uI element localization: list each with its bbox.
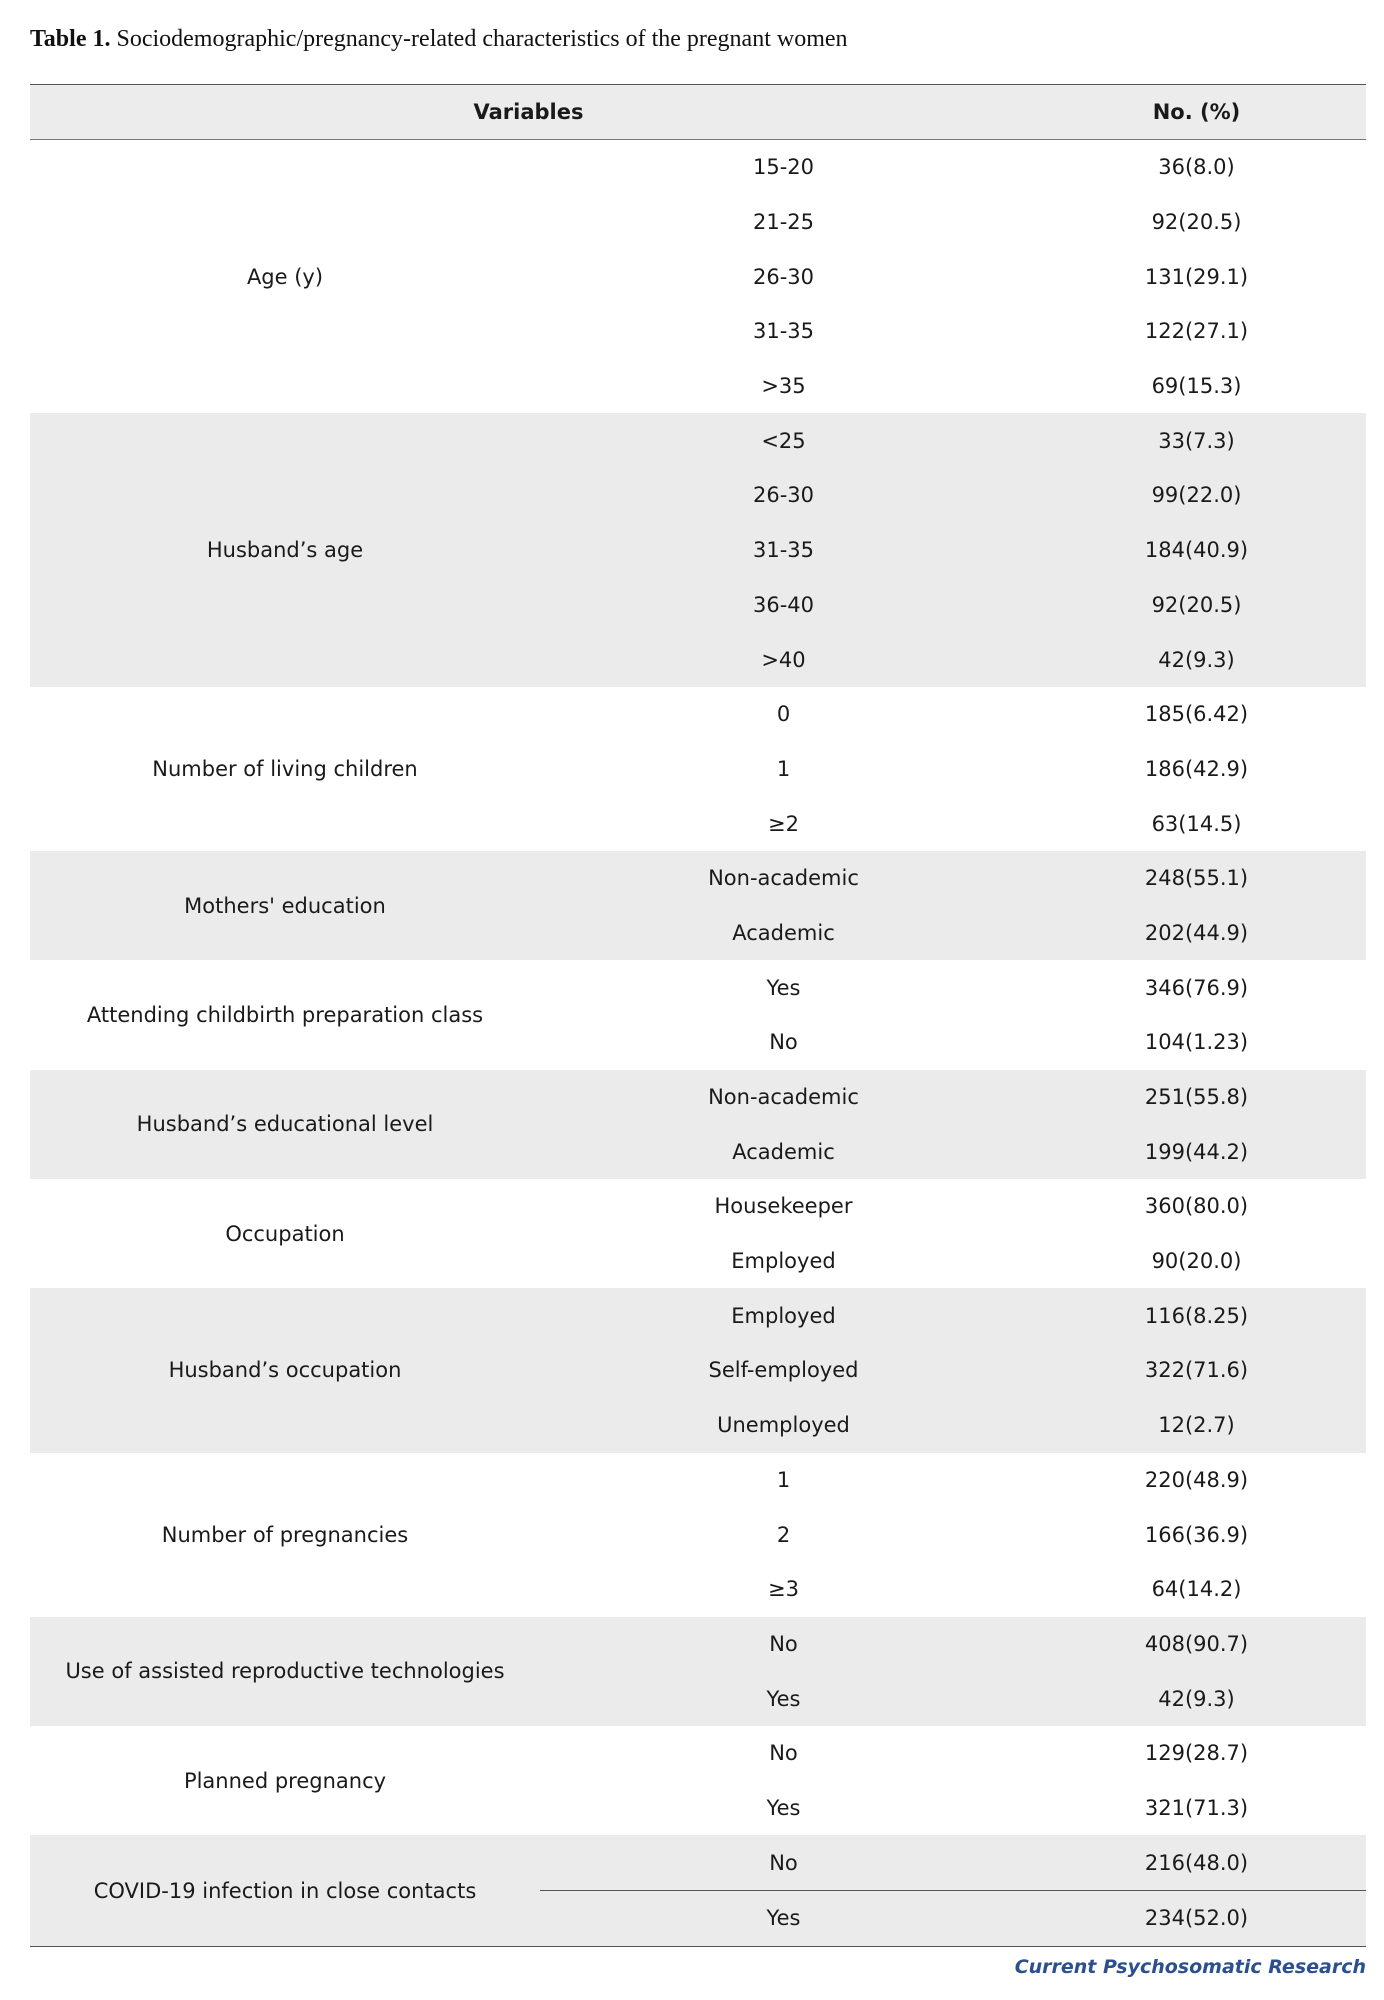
variable-cell: COVID-19 infection in close contacts xyxy=(30,1835,540,1946)
table-row xyxy=(30,140,1366,195)
count-cell: 131(29.1) xyxy=(1144,264,1249,289)
variable-cell: Husband’s educational level xyxy=(30,1070,540,1179)
category-cell: Employed xyxy=(731,1249,836,1274)
variable-cell: Occupation xyxy=(225,1221,345,1246)
count-cell: 184(40.9) xyxy=(1027,523,1366,578)
count-cell: 116(8.25) xyxy=(1027,1288,1366,1343)
category-cell: >40 xyxy=(540,632,1027,687)
category-cell: No xyxy=(540,1617,1027,1672)
count-cell: 122(27.1) xyxy=(1144,319,1249,344)
count-cell: 69(15.3) xyxy=(1151,374,1242,399)
category-cell: Employed xyxy=(540,1288,1027,1343)
category-cell: 2 xyxy=(776,1522,791,1547)
table-row xyxy=(30,687,1366,742)
category-cell: Yes xyxy=(766,1795,801,1820)
table-caption xyxy=(30,26,848,53)
table-row xyxy=(30,1453,1366,1508)
count-cell: 33(7.3) xyxy=(1027,413,1366,468)
header-variables: Variables xyxy=(30,85,1027,140)
variable-cell: Mothers' education xyxy=(30,851,540,960)
header-count: No. (%) xyxy=(1027,85,1366,140)
count-cell: 90(20.0) xyxy=(1151,1249,1242,1274)
count-cell: 216(48.0) xyxy=(1027,1835,1366,1890)
variable-cell: Husband’s age xyxy=(30,413,540,686)
count-cell: 248(55.1) xyxy=(1027,851,1366,906)
count-cell: 251(55.8) xyxy=(1027,1070,1366,1125)
category-cell: 21-25 xyxy=(752,210,815,235)
category-cell: Academic xyxy=(540,1124,1027,1179)
table-row xyxy=(30,851,1366,906)
count-cell: 99(22.0) xyxy=(1027,468,1366,523)
category-cell: >35 xyxy=(761,374,806,399)
category-cell: No xyxy=(540,1835,1027,1890)
table-row xyxy=(30,413,1366,468)
table-header-row xyxy=(30,85,1366,140)
table-row xyxy=(30,1617,1366,1672)
count-cell: 12(2.7) xyxy=(1027,1398,1366,1453)
category-cell: ≥2 xyxy=(768,811,799,836)
count-cell: 202(44.9) xyxy=(1027,906,1366,961)
category-cell: Yes xyxy=(540,1891,1027,1947)
count-cell: 321(71.3) xyxy=(1144,1795,1249,1820)
category-cell: <25 xyxy=(540,413,1027,468)
category-cell: 1 xyxy=(776,1467,791,1492)
table-row xyxy=(30,960,1366,1015)
category-cell: 1 xyxy=(776,756,791,781)
journal-name: Current Psychosomatic Research xyxy=(1014,1956,1366,1978)
category-cell: No xyxy=(769,1741,798,1766)
table-row xyxy=(30,1288,1366,1343)
category-cell: Yes xyxy=(766,975,801,1000)
category-cell: 31-35 xyxy=(752,319,815,344)
variable-cell: Number of pregnancies xyxy=(161,1522,409,1547)
count-cell: 346(76.9) xyxy=(1144,975,1249,1000)
category-cell: Unemployed xyxy=(540,1398,1027,1453)
count-cell: 166(36.9) xyxy=(1144,1522,1249,1547)
count-cell: 322(71.6) xyxy=(1027,1343,1366,1398)
category-cell: Self-employed xyxy=(540,1343,1027,1398)
count-cell: 408(90.7) xyxy=(1027,1617,1366,1672)
count-cell: 234(52.0) xyxy=(1027,1891,1366,1947)
category-cell: Yes xyxy=(540,1671,1027,1726)
count-cell: 63(14.5) xyxy=(1151,811,1242,836)
count-cell: 186(42.9) xyxy=(1144,756,1249,781)
count-cell: 64(14.2) xyxy=(1151,1577,1242,1602)
count-cell: 42(9.3) xyxy=(1027,632,1366,687)
category-cell: 36-40 xyxy=(540,578,1027,633)
category-cell: Academic xyxy=(540,906,1027,961)
category-cell: 26-30 xyxy=(540,468,1027,523)
table-row xyxy=(30,1726,1366,1781)
variable-cell: Age (y) xyxy=(246,264,324,289)
category-cell: ≥3 xyxy=(768,1577,799,1602)
variable-cell: Use of assisted reproductive technologies xyxy=(30,1617,540,1726)
category-cell: 26-30 xyxy=(752,264,815,289)
count-cell: 185(6.42) xyxy=(1144,702,1249,727)
count-cell: 42(9.3) xyxy=(1027,1671,1366,1726)
table-row xyxy=(30,1835,1366,1890)
category-cell: Non-academic xyxy=(540,851,1027,906)
count-cell: 129(28.7) xyxy=(1144,1741,1249,1766)
variable-cell: Planned pregnancy xyxy=(183,1768,387,1793)
characteristics-table xyxy=(30,84,1366,1947)
table-body xyxy=(30,140,1366,1947)
table-caption-text: Sociodemographic/pregnancy-related characteristics of the pregnant women xyxy=(116,26,848,52)
category-cell: 15-20 xyxy=(752,155,815,180)
count-cell: 360(80.0) xyxy=(1144,1194,1249,1219)
category-cell: 0 xyxy=(776,702,791,727)
count-cell: 92(20.5) xyxy=(1027,578,1366,633)
count-cell: 36(8.0) xyxy=(1158,155,1235,180)
count-cell: 92(20.5) xyxy=(1151,210,1242,235)
variable-cell: Husband’s occupation xyxy=(30,1288,540,1452)
table-caption-label: Table 1. xyxy=(30,26,111,52)
category-cell: 31-35 xyxy=(540,523,1027,578)
count-cell: 104(1.23) xyxy=(1144,1030,1249,1055)
category-cell: Housekeeper xyxy=(714,1194,853,1219)
table-row xyxy=(30,1179,1366,1234)
variable-cell: Number of living children xyxy=(152,756,418,781)
count-cell: 199(44.2) xyxy=(1027,1124,1366,1179)
category-cell: Non-academic xyxy=(540,1070,1027,1125)
table-row xyxy=(30,1070,1366,1125)
category-cell: No xyxy=(769,1030,798,1055)
variable-cell: Attending childbirth preparation class xyxy=(86,1003,484,1027)
count-cell: 220(48.9) xyxy=(1144,1467,1249,1492)
